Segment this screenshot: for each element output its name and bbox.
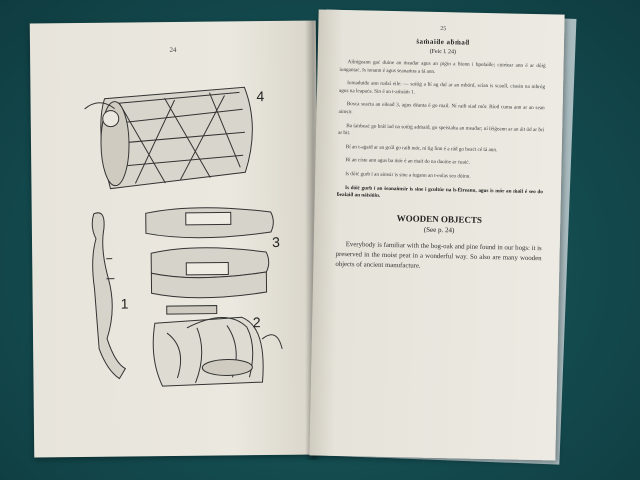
- irish-paragraph-4: Ba ṫairbeaċ go bráṫ iad na soiṫiġ adṁaiḋ, go speisialta an meaḋar; ní ṫéiġeann ar an áit úd ar ḃrí ar bit.: [338, 122, 545, 137]
- irish-reference: (Feic l. 24): [429, 48, 457, 56]
- figure-label-1: 1: [120, 295, 129, 312]
- right-page-number: 25: [440, 26, 447, 33]
- right-page: [309, 9, 564, 460]
- wooden-objects-illustration: [74, 77, 307, 389]
- irish-paragraph-7: Is dóiċ gurb í an aimsir is sine a ṫugann an t-eolas seo dúinn.: [345, 171, 471, 180]
- irish-paragraph-2: Iomaduiḋe ann rudaí eile: — soiṫiġ a ḃí ag dul ar an mbórd, scían is scaoll, ciseán na mbróg agus na leapaċa. Sin é an t-aṁráṁ 1.: [338, 80, 546, 96]
- figure-label-2: 2: [252, 314, 261, 331]
- irish-paragraph-6: Bí an císte ann agus ba ṁór é an ṁaiṫ do na daoine ar ċuaiċ.: [345, 157, 470, 167]
- left-page: [30, 21, 321, 458]
- english-heading: WOODEN OBJECTS: [396, 212, 483, 225]
- english-reference: (See p. 24): [423, 225, 455, 235]
- irish-paragraph-5: Bí an t-aġaiḋ ar an gcúl go raiḃ mór, ní ṫig linn é a ráḋ go beaċt cé ṫá ann.: [345, 143, 498, 153]
- figure-label-3: 3: [271, 233, 280, 250]
- block-drawing: [153, 317, 283, 386]
- keg-drawing: [84, 87, 253, 189]
- irish-heading: ṡaṁaiḋe aḃṁaḋ: [416, 37, 470, 47]
- irish-paragraph-3: Bosca seaċta an eiṫeaḋ 3, agus déanta é go maiṫ. Ní raiḃ siad mór. Bíoḋ cuma ann ar an sean aimsir.: [338, 101, 545, 116]
- irish-paragraph-1: Aiṫniġeann gaċ duine an ṁeaḋar agus an piġin a ḃíonn i bpoṫaiḋe; cuirṫear ann é ar dóiġ iongantaċ. Is ionann é agus ṡeanaṁra a ṫá ann.: [339, 59, 546, 75]
- irish-bold-paragraph: Is dóiċ gurb í an ṡeanaimsir is sine i gcultúr na h-Éireann, agus is mór an ṁaiṫ é seo do ḃeaṫaiḋ an náisiúin.: [336, 184, 543, 199]
- bowls-drawing: [146, 207, 275, 314]
- figure-label-4: 4: [256, 88, 265, 105]
- left-page-number: 24: [169, 45, 177, 55]
- english-paragraph: Everybody is familiar with the bog-oak and pine found in our bogs: it is preserved in the moist peat in a wonderful way. So also are many wooden objects of ancient manufacture.: [335, 240, 542, 270]
